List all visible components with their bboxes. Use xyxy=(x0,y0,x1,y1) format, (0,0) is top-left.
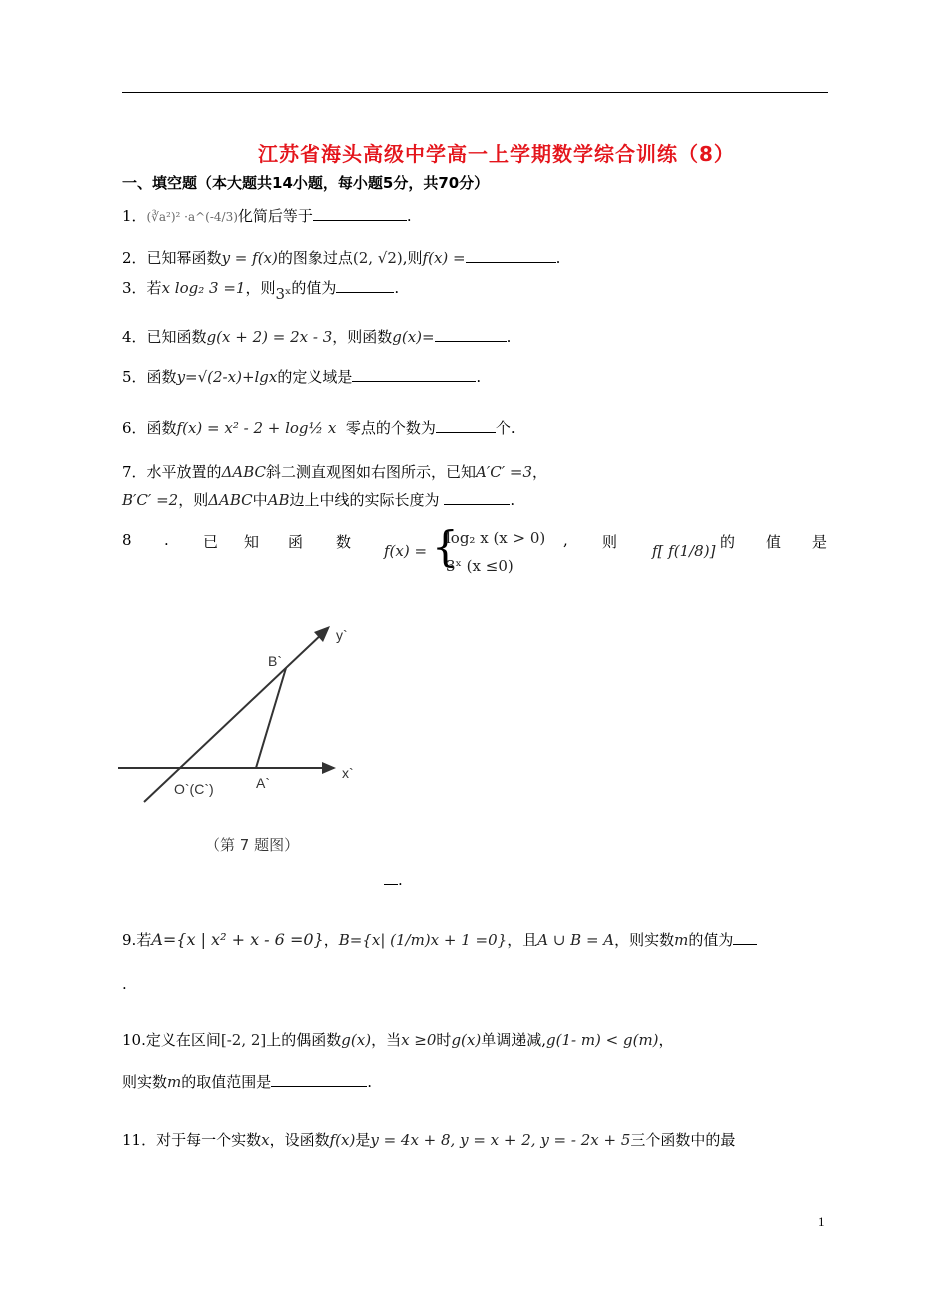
label-b: B` xyxy=(268,653,282,669)
q8-word-5: 则 xyxy=(602,533,618,551)
question-7-line-2 xyxy=(122,490,515,510)
q8-number: 8 xyxy=(122,531,132,549)
q7-math-3: B′C′ =2 xyxy=(122,491,179,509)
q5-number: 5． xyxy=(122,368,147,386)
q9-text-2: ， xyxy=(323,931,339,949)
q8-math-2: f[ f(1/8)] xyxy=(652,542,716,560)
q2-text-2: 的图象过点 xyxy=(277,249,353,267)
q6-answer-blank[interactable] xyxy=(436,418,496,433)
q3-text-2: ，则 xyxy=(245,279,276,297)
q7-number: 7． xyxy=(122,463,147,481)
q4-text-2: ，则函数 xyxy=(332,328,393,346)
q9-text-5: 的值为 xyxy=(688,931,734,949)
q8-end: . xyxy=(398,871,403,889)
q3-math-2: 3ˣ xyxy=(275,285,292,303)
q2-math-3: f(x) = xyxy=(422,249,466,267)
q9-answer-blank[interactable] xyxy=(733,930,757,945)
question-1 xyxy=(122,206,412,227)
q10-text: 定义在区间 xyxy=(145,1031,221,1049)
question-3 xyxy=(122,278,400,303)
q10-text-7: 则实数 xyxy=(122,1073,168,1091)
q10-text-8: 的取值范围是 xyxy=(181,1073,272,1091)
q8-case-2: 3ˣ (x ≤0) xyxy=(446,557,514,575)
q1-number: 1． xyxy=(122,207,147,225)
q11-math-2: f(x) xyxy=(329,1131,356,1149)
q11-math-1: x xyxy=(261,1131,270,1149)
q8-word-2: 知 xyxy=(244,533,260,551)
q8-word-1: 已 xyxy=(203,533,219,551)
q9-text: 若 xyxy=(136,931,152,949)
q10-math-2: g(x) xyxy=(341,1031,372,1049)
q11-text-3: 是 xyxy=(355,1131,371,1149)
q3-end: . xyxy=(394,279,400,297)
q3-text: 若 xyxy=(146,279,162,297)
q9-math-3: A ∪ B = A xyxy=(537,931,615,949)
q9-math-2: B={x| (1/m)x + 1 =0} xyxy=(338,931,508,949)
y-axis xyxy=(144,632,324,802)
q6-math-1: f(x) = x² - 2 + log½ x xyxy=(176,419,337,437)
q4-text: 已知函数 xyxy=(146,328,207,346)
question-5 xyxy=(122,367,481,387)
q11-number: 11． xyxy=(122,1131,157,1149)
q7-answer-blank[interactable] xyxy=(444,490,510,505)
q2-text-3: ,则 xyxy=(402,249,423,267)
q8-word-6: 的 xyxy=(720,533,736,551)
q8-word-3: 函 xyxy=(288,533,304,551)
section-heading: 一、填空题（本大题共14小题，每小题5分，共70分） xyxy=(122,174,490,192)
q2-math-2: (2, √2) xyxy=(352,249,403,267)
q4-number: 4． xyxy=(122,328,147,346)
label-o: O`(C`) xyxy=(174,781,214,797)
q1-end: . xyxy=(406,207,412,225)
label-y: y` xyxy=(336,627,348,643)
q7-end: . xyxy=(510,491,516,509)
x-axis-arrow-icon xyxy=(322,762,336,774)
question-9-end: . xyxy=(122,975,127,993)
q10-math-5: g(1- m) < g(m) xyxy=(545,1031,659,1049)
figure-caption: （第 7 题图） xyxy=(205,836,300,854)
q5-end: . xyxy=(476,368,482,386)
question-11 xyxy=(122,1130,735,1150)
q2-math-1: y = f(x) xyxy=(221,249,278,267)
q7-text-4: ，则 xyxy=(178,491,209,509)
q7-math-4: ΔABC xyxy=(208,491,253,509)
question-7-line-1 xyxy=(122,462,547,482)
q6-text-2: 零点的个数为 xyxy=(345,419,436,437)
q4-math-2: g(x)= xyxy=(392,328,435,346)
q2-number: 2． xyxy=(122,249,147,267)
question-10-line-1 xyxy=(122,1030,674,1050)
q10-text-3: ，当 xyxy=(371,1031,402,1049)
q9-number: 9. xyxy=(122,931,137,949)
q8-dot: . xyxy=(164,531,169,549)
question-2 xyxy=(122,248,560,268)
q8-word-4: 数 xyxy=(336,533,352,551)
q7-text-3: ， xyxy=(532,463,548,481)
q7-math-1: ΔABC xyxy=(221,463,267,481)
q7-math-2: A′C′ =3 xyxy=(476,463,533,481)
q3-text-3: 的值为 xyxy=(291,279,337,297)
q9-math-4: m xyxy=(674,931,689,949)
q8-word-7: 值 xyxy=(766,533,782,551)
question-10-line-2 xyxy=(122,1072,372,1092)
q3-answer-blank[interactable] xyxy=(336,278,394,293)
page-number: 1 xyxy=(818,1214,825,1229)
page-title: 江苏省海头高级中学高一上学期数学综合训练（8） xyxy=(258,142,735,166)
q10-answer-blank[interactable] xyxy=(271,1072,367,1087)
q7-text-2: 斜二测直观图如右图所示，已知 xyxy=(266,463,477,481)
q8-comma: , xyxy=(563,531,568,549)
q5-math-1: y=√(2-x)+lgx xyxy=(176,368,278,386)
q3-number: 3． xyxy=(122,279,147,297)
q7-text: 水平放置的 xyxy=(146,463,222,481)
q8-answer-tail xyxy=(384,870,403,889)
q6-text: 函数 xyxy=(146,419,177,437)
header-rule xyxy=(122,92,828,93)
q9-text-4: ，则实数 xyxy=(614,931,675,949)
q11-text-2: ，设函数 xyxy=(269,1131,330,1149)
q4-math-1: g(x + 2) = 2x - 3 xyxy=(206,328,333,346)
q11-math-3: y = 4x + 8, y = x + 2, y = - 2x + 5 xyxy=(370,1131,631,1149)
q10-math-1: [-2, 2] xyxy=(220,1031,267,1049)
q6-number: 6． xyxy=(122,419,147,437)
q8-word-8: 是 xyxy=(812,533,828,551)
q5-answer-blank[interactable] xyxy=(352,367,476,382)
q10-text-5: 单调递减, xyxy=(481,1031,546,1049)
q5-text-2: 的定义域是 xyxy=(277,368,353,386)
q11-text: 对于每一个实数 xyxy=(156,1131,262,1149)
question-4 xyxy=(122,327,511,347)
q6-text-3: 个. xyxy=(495,419,516,437)
label-a: A` xyxy=(256,775,270,791)
q9-text-3: ，且 xyxy=(507,931,538,949)
q8-case-1: log₂ x (x > 0) xyxy=(446,529,546,547)
q7-figure xyxy=(118,618,368,868)
q10-math-3: x ≥0 xyxy=(401,1031,437,1049)
q10-text-4: 时 xyxy=(436,1031,452,1049)
q1-math: (∛a²)² ·a^(-4/3) xyxy=(146,210,238,224)
q7-text-6: 边上中线的实际长度为 xyxy=(289,491,440,509)
q4-answer-blank[interactable] xyxy=(435,327,507,342)
q10-math-4: g(x) xyxy=(451,1031,482,1049)
question-6 xyxy=(122,418,516,438)
q8-math-f: f(x) = xyxy=(384,542,428,560)
label-x: x` xyxy=(342,765,354,781)
q8-brace: { xyxy=(432,522,459,571)
q11-text-4: 三个函数中的最 xyxy=(630,1131,736,1149)
q10-math-6: m xyxy=(167,1073,182,1091)
q10-end: . xyxy=(367,1073,373,1091)
q1-answer-blank[interactable] xyxy=(313,206,407,221)
q3-math-1: x log₂ 3 =1 xyxy=(161,279,246,297)
q5-text: 函数 xyxy=(146,368,177,386)
q10-text-6: ， xyxy=(658,1031,674,1049)
q8-answer-blank[interactable] xyxy=(384,870,398,885)
question-9 xyxy=(122,930,757,950)
q10-number: 10. xyxy=(122,1031,146,1049)
q4-end: . xyxy=(506,328,512,346)
q1-text: 化简后等于 xyxy=(237,207,313,225)
q2-text: 已知幂函数 xyxy=(146,249,222,267)
q7-text-5: 中 xyxy=(252,491,268,509)
q9-math-1: A={x | x² + x - 6 =0} xyxy=(151,930,324,949)
q7-math-5: AB xyxy=(267,491,290,509)
q10-text-2: 上的偶函数 xyxy=(266,1031,342,1049)
q2-end: . xyxy=(555,249,561,267)
q2-answer-blank[interactable] xyxy=(466,248,556,263)
